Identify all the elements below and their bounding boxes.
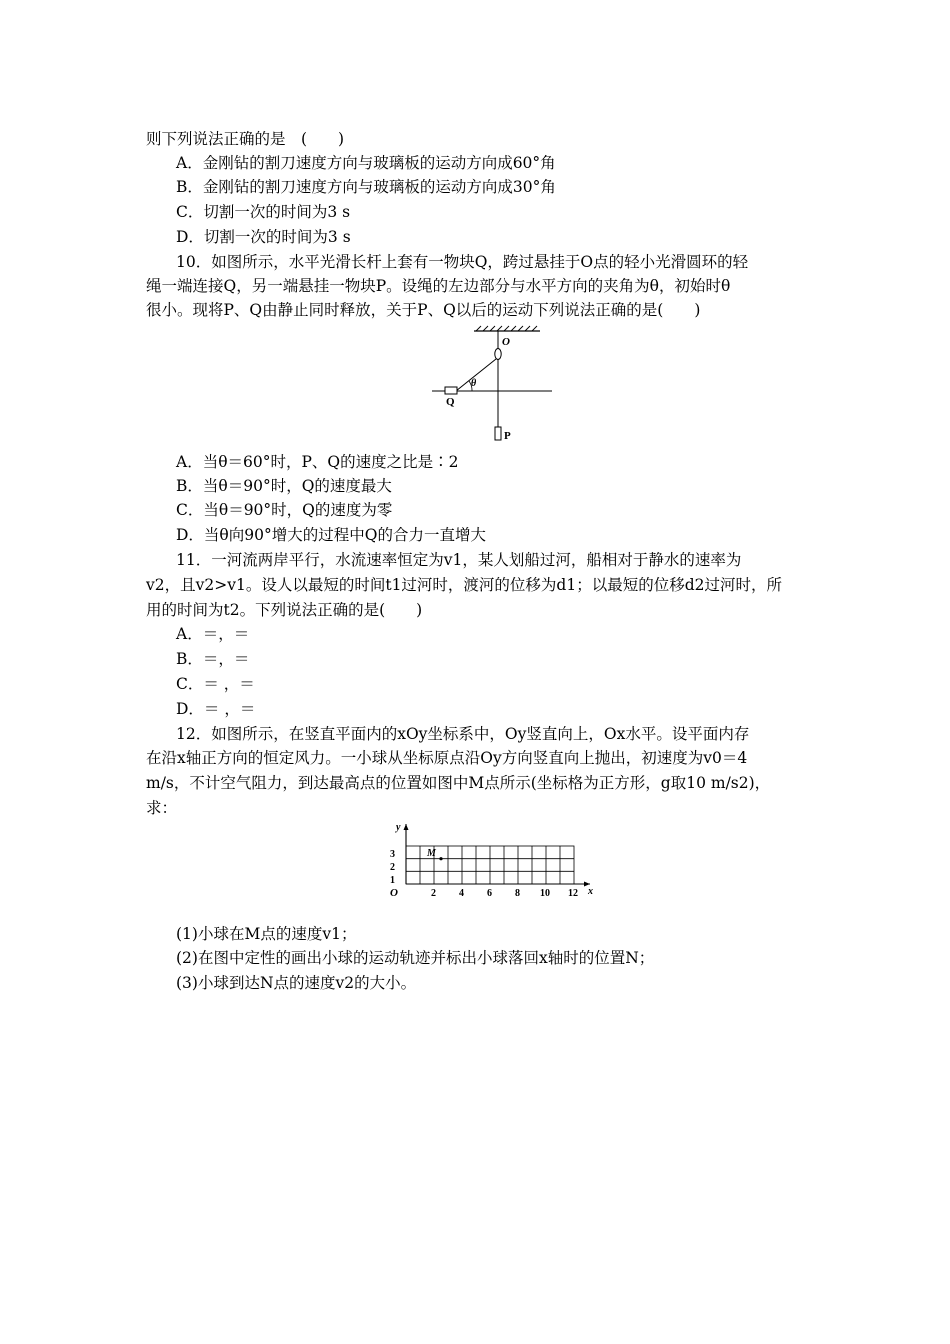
q10-stem-line3: 很小。现将P、Q由静止同时释放，关于P、Q以后的运动下列说法正确的是( ) (146, 301, 701, 319)
q12-subquestion-1: (1)小球在M点的速度v1； (176, 925, 357, 943)
q10-option-a: A．当θ＝60°时，P、Q的速度之比是∶2 (176, 453, 459, 471)
q11-stem-line1: 11．一河流两岸平行，水流速率恒定为v1，某人划船过河，船相对于静水的速率为 (176, 551, 742, 569)
y-tick-1: 1 (390, 875, 395, 886)
y-tick-3: 3 (390, 849, 395, 860)
label-q: Q (446, 396, 455, 408)
q12-stem-line2: 在沿x轴正方向的恒定风力。一小球从坐标原点沿Oy方向竖直向上抛出，初速度为v0＝4 (146, 749, 748, 767)
q10-pulley-figure (428, 325, 558, 445)
y-axis-arrow (404, 824, 409, 830)
q12-subquestion-3: (3)小球到达N点的速度v2的大小。 (176, 974, 417, 992)
x-tick-6: 6 (487, 888, 492, 899)
label-p: P (504, 430, 511, 442)
q11-option-d: D．＝ ，＝ (176, 700, 256, 718)
x-tick-2: 2 (431, 888, 436, 899)
q12-stem-line4: 求： (146, 799, 178, 817)
q10-option-b: B．当θ＝90°时，Q的速度最大 (176, 477, 392, 495)
q11-option-c: C．＝ ，＝ (176, 675, 255, 693)
q10-option-d: D．当θ向90°增大的过程中Q的合力一直增大 (176, 526, 486, 544)
q11-option-a: A．＝，＝ (176, 625, 250, 643)
y-axis-label: y (396, 822, 401, 833)
q9-option-c: C．切割一次的时间为3 s (176, 203, 351, 221)
q12-grid-figure (384, 818, 600, 904)
q9-option-a: A．金刚钻的割刀速度方向与玻璃板的运动方向成60°角 (176, 154, 556, 172)
point-m (439, 857, 442, 860)
q12-subquestion-2: (2)在图中定性的画出小球的运动轨迹并标出小球落回x轴时的位置N； (176, 949, 655, 967)
intro-line: 则下列说法正确的是 ( ) (146, 130, 345, 148)
q12-stem-line3: m/s，不计空气阻力，到达最高点的位置如图中M点所示(坐标格为正方形，g取10 m/s2)， (146, 774, 771, 792)
q9-option-b: B．金刚钻的割刀速度方向与玻璃板的运动方向成30°角 (176, 178, 556, 196)
q11-option-b: B．＝，＝ (176, 650, 250, 668)
ceiling-hatching (476, 326, 537, 331)
block-q (445, 387, 457, 394)
label-theta: θ (471, 378, 477, 389)
q10-stem-line2: 绳一端连接Q，另一端悬挂一物块P。设绳的左边部分与水平方向的夹角为θ，初始时θ (146, 277, 731, 295)
x-tick-4: 4 (459, 888, 464, 899)
q10-option-c: C．当θ＝90°时，Q的速度为零 (176, 501, 393, 519)
x-tick-12: 12 (568, 888, 578, 899)
x-axis-label: x (588, 886, 593, 897)
y-tick-2: 2 (390, 862, 395, 873)
label-o: O (502, 336, 510, 348)
x-tick-10: 10 (540, 888, 550, 899)
q11-stem-line2: v2，且v2>v1。设人以最短的时间t1过河时，渡河的位移为d1；以最短的位移d2过河时，所 (146, 576, 783, 594)
block-p (495, 427, 501, 440)
x-tick-8: 8 (515, 888, 520, 899)
q11-stem-line3: 用的时间为t2。下列说法正确的是( ) (146, 601, 423, 619)
point-m-label: M (427, 848, 436, 859)
origin-label: O (390, 887, 398, 899)
q12-stem-line1: 12．如图所示，在竖直平面内的xOy坐标系中，Oy竖直向上，Ox水平。设平面内存 (176, 725, 750, 743)
pulley-ring (495, 349, 501, 360)
q10-stem-line1: 10．如图所示，水平光滑长杆上套有一物块Q，跨过悬挂于O点的轻小光滑圆环的轻 (176, 253, 749, 271)
q9-option-d: D．切割一次的时间为3 s (176, 228, 351, 246)
